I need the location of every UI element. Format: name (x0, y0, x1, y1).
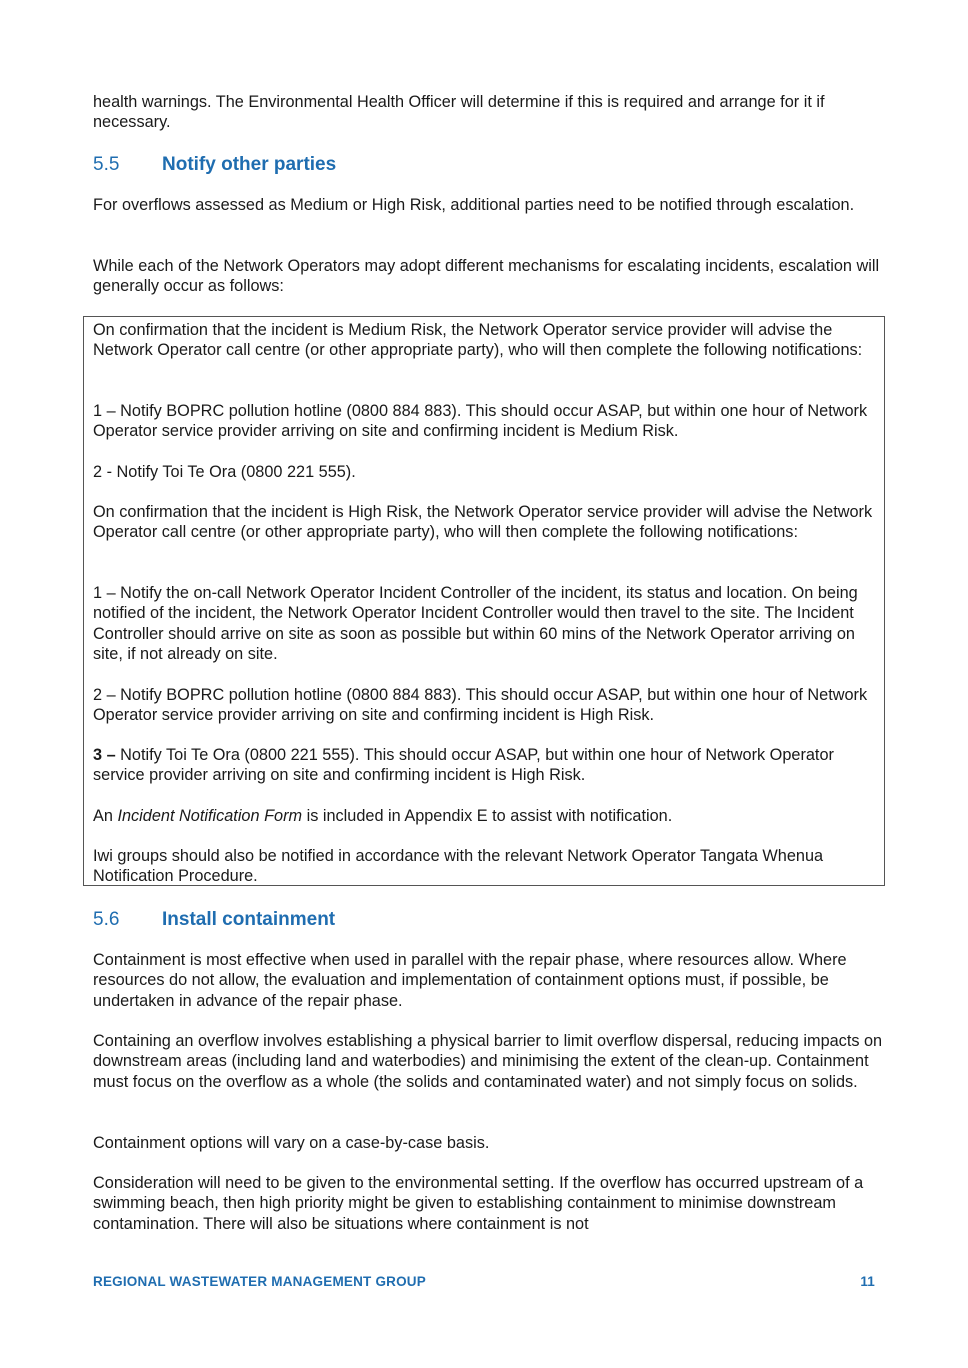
high-risk-step-2: 2 – Notify BOPRC pollution hotline (0800 884 883). This should occur ASAP, but within one hour of Network Operator service provider arriving on site and confirming incident is High Risk. (93, 686, 868, 725)
section-title: Install containment (162, 909, 336, 930)
paragraph: Consideration will need to be given to the environmental setting. If the overflow has occurred upstream of a swimming beach, then high priority might be given to establishing containment to minimise downstream contamination. There will also be situations where containment is not (93, 1174, 864, 1233)
section-heading-5-6 (93, 908, 335, 932)
intro-paragraph: health warnings. The Environmental Health Officer will determine if this is required and arrange for it if necessary. (93, 93, 825, 132)
form-note-prefix: An (93, 807, 118, 825)
paragraph: While each of the Network Operators may adopt different mechanisms for escalating incidents, escalation will generally occur as follows: (93, 257, 880, 296)
iwi-note: Iwi groups should also be notified in accordance with the relevant Network Operator Tangata Whenua Notification Procedure. (93, 847, 824, 886)
step-3-text: Notify Toi Te Ora (0800 221 555). This should occur ASAP, but within one hour of Network Operator service provider arriving on site and confirming incident is High Risk. (93, 746, 834, 785)
form-name: Incident Notification Form (117, 807, 303, 825)
paragraph: Containment is most effective when used in parallel with the repair phase, where resources allow. Where resources do not allow, the evaluation and implementation of containment options must, if possible, be undertaken in advance of the repair phase. (93, 951, 847, 1010)
high-risk-intro: On confirmation that the incident is High Risk, the Network Operator service provider will advise the Network Operator call centre (or other appropriate party), who will then complete the following notifications: (93, 503, 873, 542)
paragraph: Containing an overflow involves establishing a physical barrier to limit overflow dispersal, reducing impacts on downstream areas (including land and waterbodies) and minimising the extent of the clean-up. Containment must focus on the overflow as a whole (the solids and contaminated water) and not simply focus on solids. (93, 1032, 883, 1091)
paragraph: Containment options will vary on a case-by-case basis. (93, 1134, 490, 1152)
paragraph: For overflows assessed as Medium or High Risk, additional parties need to be notified through escalation. (93, 196, 855, 214)
footer-page-number: 11 (860, 1274, 875, 1289)
section-number: 5.6 (93, 909, 120, 930)
step-3-number: 3 – (93, 746, 116, 764)
escalation-box (83, 316, 885, 886)
medium-risk-step-2: 2 - Notify Toi Te Ora (0800 221 555). (93, 463, 356, 481)
form-note-suffix: is included in Appendix E to assist with notification. (302, 807, 673, 825)
high-risk-step-1: 1 – Notify the on-call Network Operator Incident Controller of the incident, its status and location. On being notified of the incident, the Network Operator Incident Controller would then travel to the site. The Incident Controller should arrive on site as soon as possible but within 60 mins of the Network Operator arriving on site, if not already on site. (93, 584, 858, 664)
section-heading-5-5 (93, 153, 336, 177)
section-title: Notify other parties (162, 154, 337, 175)
medium-risk-step-1: 1 – Notify BOPRC pollution hotline (0800 884 883). This should occur ASAP, but within one hour of Network Operator service provider arriving on site and confirming incident is Medium Risk. (93, 402, 868, 441)
high-risk-step-3 (93, 745, 879, 786)
footer-organisation: REGIONAL WASTEWATER MANAGEMENT GROUP (93, 1274, 426, 1289)
section-number: 5.5 (93, 154, 120, 175)
medium-risk-intro: On confirmation that the incident is Medium Risk, the Network Operator service provider will advise the Network Operator call centre (or other appropriate party), who will then complete the following notifications: (93, 321, 863, 360)
notification-form-note (93, 806, 879, 826)
